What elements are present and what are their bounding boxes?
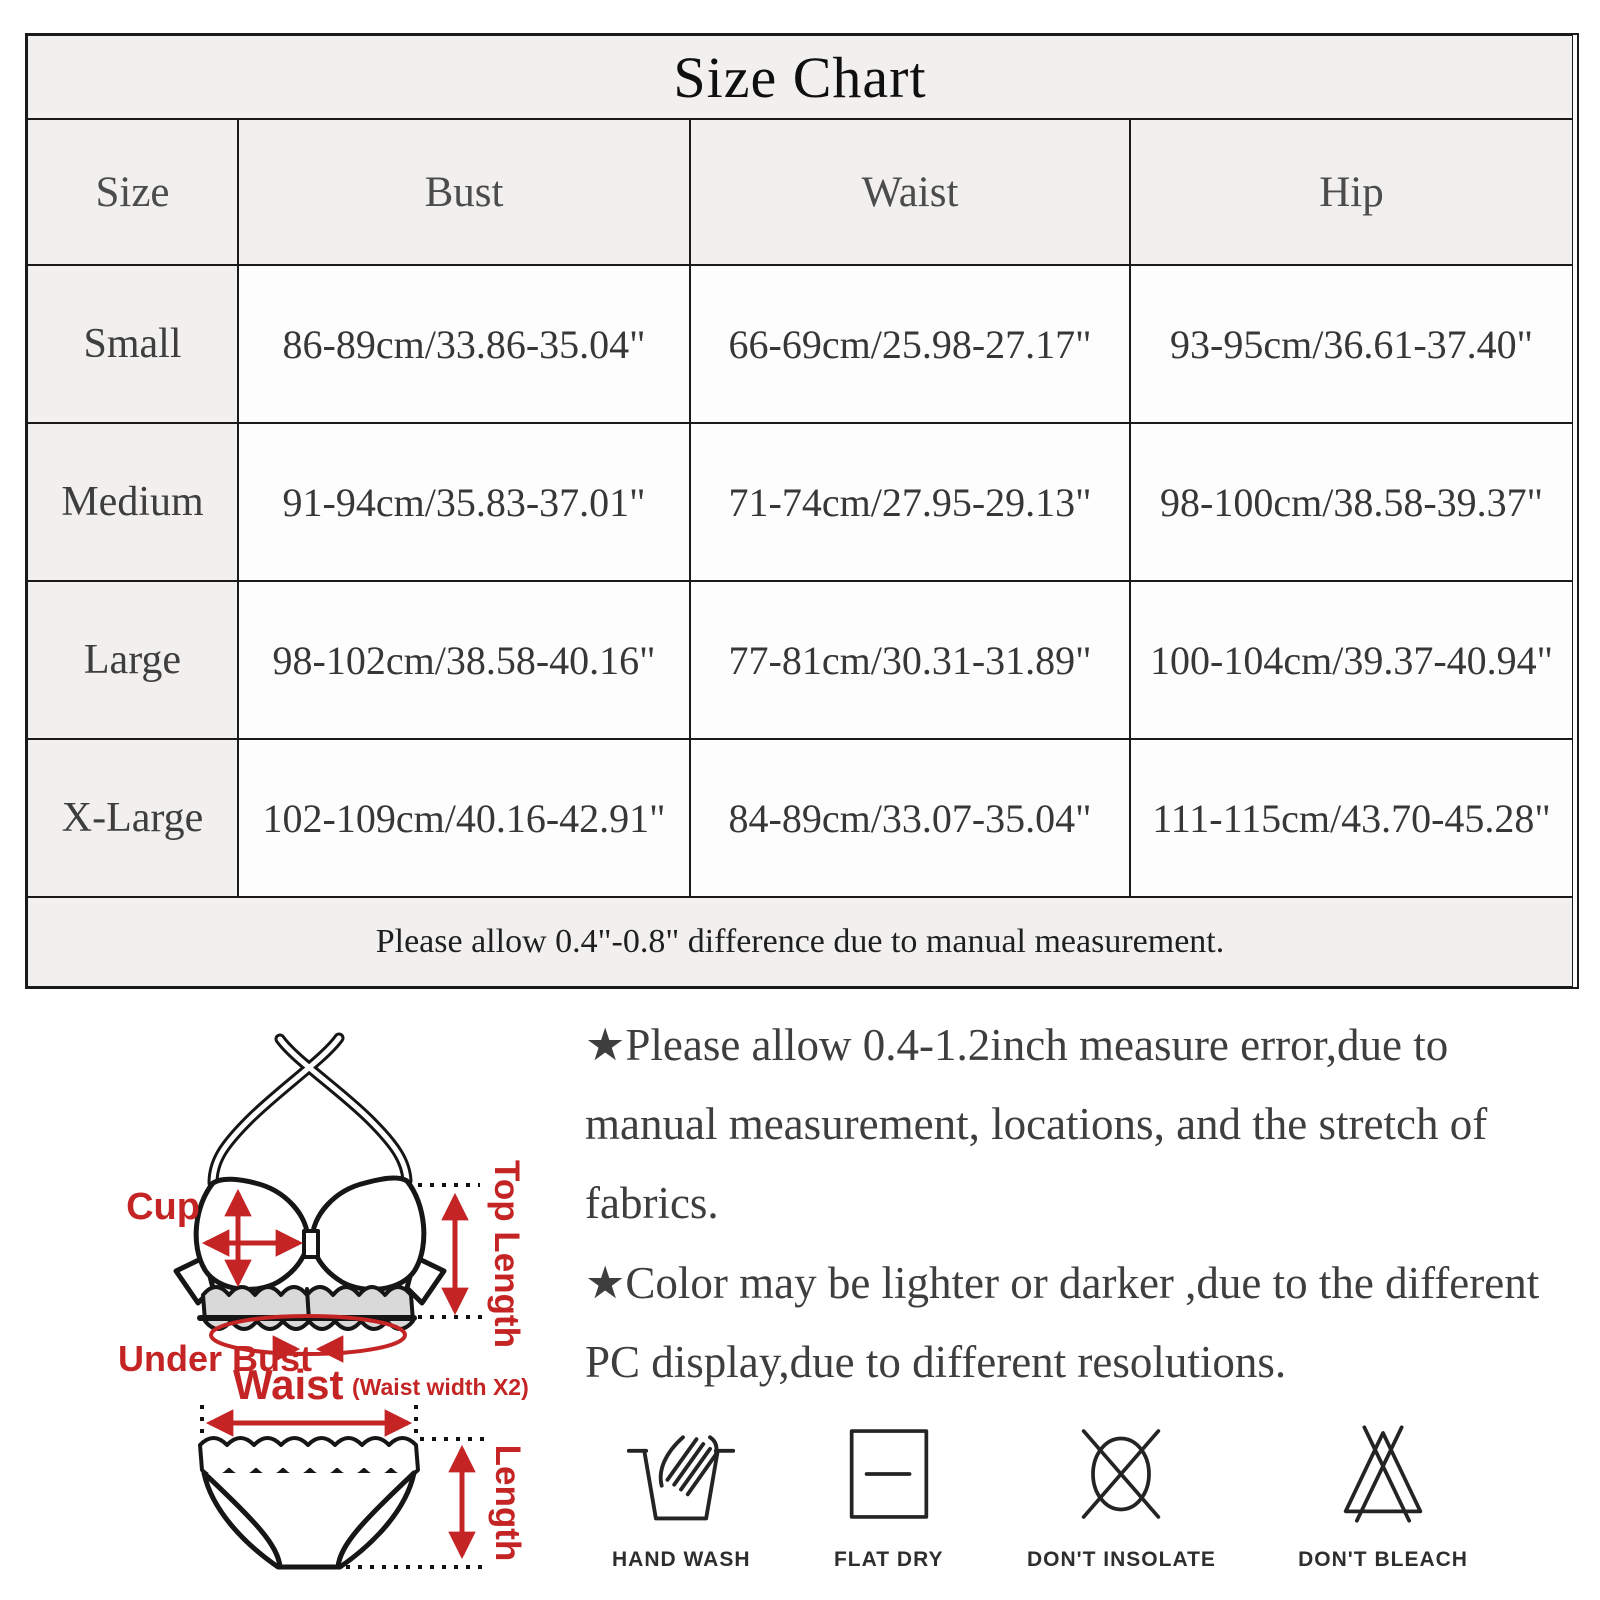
care-label: DON'T BLEACH [1298, 1548, 1468, 1571]
cup-label: Cup [126, 1186, 200, 1228]
row-label-small: Small [27, 265, 238, 423]
dont-insolate-icon [1065, 1416, 1177, 1532]
cell-small-bust: 86-89cm/33.86-35.04" [238, 265, 690, 423]
care-label: FLAT DRY [833, 1548, 944, 1571]
column-header-bust: Bust [238, 119, 690, 265]
flat-dry-icon [833, 1416, 945, 1532]
column-header-waist: Waist [690, 119, 1130, 265]
bikini-bottom-sketch [200, 1438, 418, 1567]
care-label: HAND WASH [612, 1548, 751, 1571]
size-chart-table [25, 33, 1579, 989]
cell-large-bust: 98-102cm/38.58-40.16" [238, 581, 690, 739]
length-label: Length [488, 1444, 527, 1562]
cell-large-hip: 100-104cm/39.37-40.94" [1130, 581, 1573, 739]
cell-xlarge-hip: 111-115cm/43.70-45.28" [1130, 739, 1573, 897]
measurement-note: Please allow 0.4"-0.8" difference due to manual measurement. [27, 897, 1573, 987]
cell-medium-waist: 71-74cm/27.95-29.13" [690, 423, 1130, 581]
bikini-top-sketch [176, 1038, 444, 1329]
cell-large-waist: 77-81cm/30.31-31.89" [690, 581, 1130, 739]
dont-bleach-icon [1327, 1416, 1439, 1532]
column-header-hip: Hip [1130, 119, 1573, 265]
row-label-medium: Medium [27, 423, 238, 581]
note-measure-error: ★Please allow 0.4-1.2inch measure error,due to manual measurement, locations, and the stretch of fabrics. [585, 1020, 1488, 1229]
row-label-large: Large [27, 581, 238, 739]
cell-medium-bust: 91-94cm/35.83-37.01" [238, 423, 690, 581]
care-flat-dry [833, 1416, 945, 1572]
cell-medium-hip: 98-100cm/38.58-39.37" [1130, 423, 1573, 581]
cell-small-waist: 66-69cm/25.98-27.17" [690, 265, 1130, 423]
column-header-size: Size [27, 119, 238, 265]
hand-wash-icon [622, 1416, 740, 1532]
care-label: DON'T INSOLATE [1026, 1548, 1216, 1571]
top-length-label: Top Length [487, 1160, 526, 1348]
cell-xlarge-waist: 84-89cm/33.07-35.04" [690, 739, 1130, 897]
cell-small-hip: 93-95cm/36.61-37.40" [1130, 265, 1573, 423]
note-color-difference: ★Color may be lighter or darker ,due to the different PC display,due to different resolutions. [585, 1257, 1540, 1387]
cell-xlarge-bust: 102-109cm/40.16-42.91" [238, 739, 690, 897]
under-bust-label: Under Bust [118, 1338, 313, 1379]
care-instructions-row [612, 1416, 1468, 1572]
care-hand-wash [612, 1416, 751, 1572]
table-title: Size Chart [27, 35, 1573, 119]
waist-hint-label: (Waist width X2) [352, 1374, 529, 1400]
care-dont-insolate [1027, 1416, 1216, 1572]
row-label-xlarge: X-Large [27, 739, 238, 897]
waist-label: Waist [233, 1361, 344, 1408]
care-dont-bleach [1298, 1416, 1468, 1572]
measurement-diagram [50, 1005, 570, 1600]
product-notes [585, 1006, 1575, 1402]
